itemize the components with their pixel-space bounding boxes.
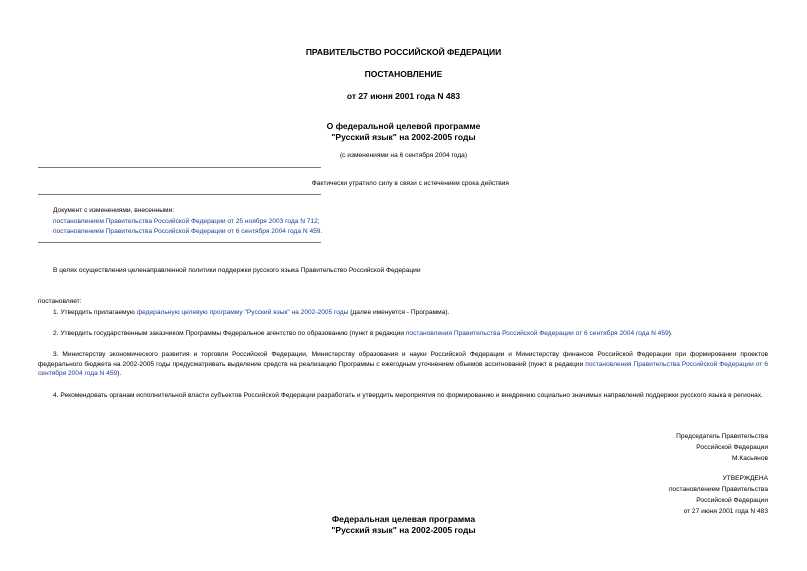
document-title-line2: "Русский язык" на 2002-2005 годы	[331, 132, 476, 142]
paragraph-2-link[interactable]: постановления Правительства Российской Федерации от 6 сентября 2004 года N 459	[405, 330, 669, 337]
paragraph-3	[38, 350, 768, 379]
paragraph-1	[53, 308, 449, 317]
program-title-line1: Федеральная целевая программа	[331, 514, 476, 524]
decrees-word: постановляет:	[38, 298, 82, 305]
signature-country: Российской Федерации	[696, 444, 768, 451]
approved-block	[669, 473, 768, 517]
paragraph-2	[53, 329, 673, 338]
document-title-line1: О федеральной целевой программе	[326, 121, 481, 131]
divider	[38, 194, 321, 195]
divider	[38, 167, 321, 168]
divider	[38, 242, 321, 243]
document-title	[0, 121, 807, 143]
program-title-line2: "Русский язык" на 2002-2005 годы	[331, 525, 476, 535]
paragraph-3-text: 3. Министерству экономического развития и торговли Российской Федерации, Министерству образования и науки Российской Федерации и Министерству финансов Российской Федерации при формировании проектов федерального бюджета на 2002-2005 годы предусматривать выделение средств на реализацию Программы с ежегодным уточнением объемов ассигнований (пункт в редакции	[38, 351, 768, 368]
approved-by: постановлением Правительства	[668, 486, 768, 493]
amendments-intro: Документ с изменениями, внесенными:	[53, 207, 175, 214]
amendments-block	[53, 206, 322, 238]
amendment-link-2003[interactable]: постановлением Правительства Российской Федерации от 25 ноября 2003 года N 712;	[53, 217, 320, 225]
signature-name: М.Касьянов	[732, 455, 768, 462]
paragraph-4: 4. Рекомендовать органам исполнительной власти субъектов Российской Федерации разработать и утвердить мероприятия по формированию и внедрению социально значимых направлений поддержки русского языка в регионах.	[53, 392, 763, 399]
paragraph-3-link[interactable]: постановления Правительства Российской Федерации от 6 сентября 2004 года N 459	[38, 360, 768, 378]
government-heading: ПРАВИТЕЛЬСТВО РОССИЙСКОЙ ФЕДЕРАЦИИ	[305, 47, 502, 57]
changes-note: (с изменениями на 6 сентября 2004 года)	[339, 152, 468, 159]
signature-position: Председатель Правительства	[676, 433, 768, 440]
paragraph-2-text: 2. Утвердить государственным заказчиком Программы Федеральное агентство по образованию (пункт в редакции	[53, 330, 406, 337]
signature-block	[676, 431, 768, 464]
program-title	[0, 514, 807, 536]
paragraph-3-end: ).	[117, 370, 122, 378]
amendment-link-2004[interactable]: постановлением Правительства Российской Федерации от 6 сентября 2004 года N 459.	[53, 228, 323, 235]
approved-country: Российской Федерации	[696, 497, 768, 504]
paragraph-1-text: 1. Утвердить прилагаемую	[53, 309, 137, 316]
approved-label: УТВЕРЖДЕНА	[722, 475, 768, 482]
program-link[interactable]: федеральную целевую программу "Русский язык" на 2002-2005 годы	[136, 309, 349, 316]
approved-date: от 27 июня 2001 года N 483	[683, 508, 768, 515]
document-type: ПОСТАНОВЛЕНИЕ	[364, 69, 443, 79]
status-note: Фактически утратило силу в связи с истечением срока действия	[311, 180, 509, 187]
document-date-number: от 27 июня 2001 года N 483	[346, 91, 461, 101]
preamble: В целях осуществления целенаправленной политики поддержки русского языка Правительство Российской Федерации	[53, 267, 421, 274]
paragraph-1-rest: (далее именуется - Программа).	[348, 309, 450, 316]
paragraph-2-end: ).	[668, 330, 673, 337]
